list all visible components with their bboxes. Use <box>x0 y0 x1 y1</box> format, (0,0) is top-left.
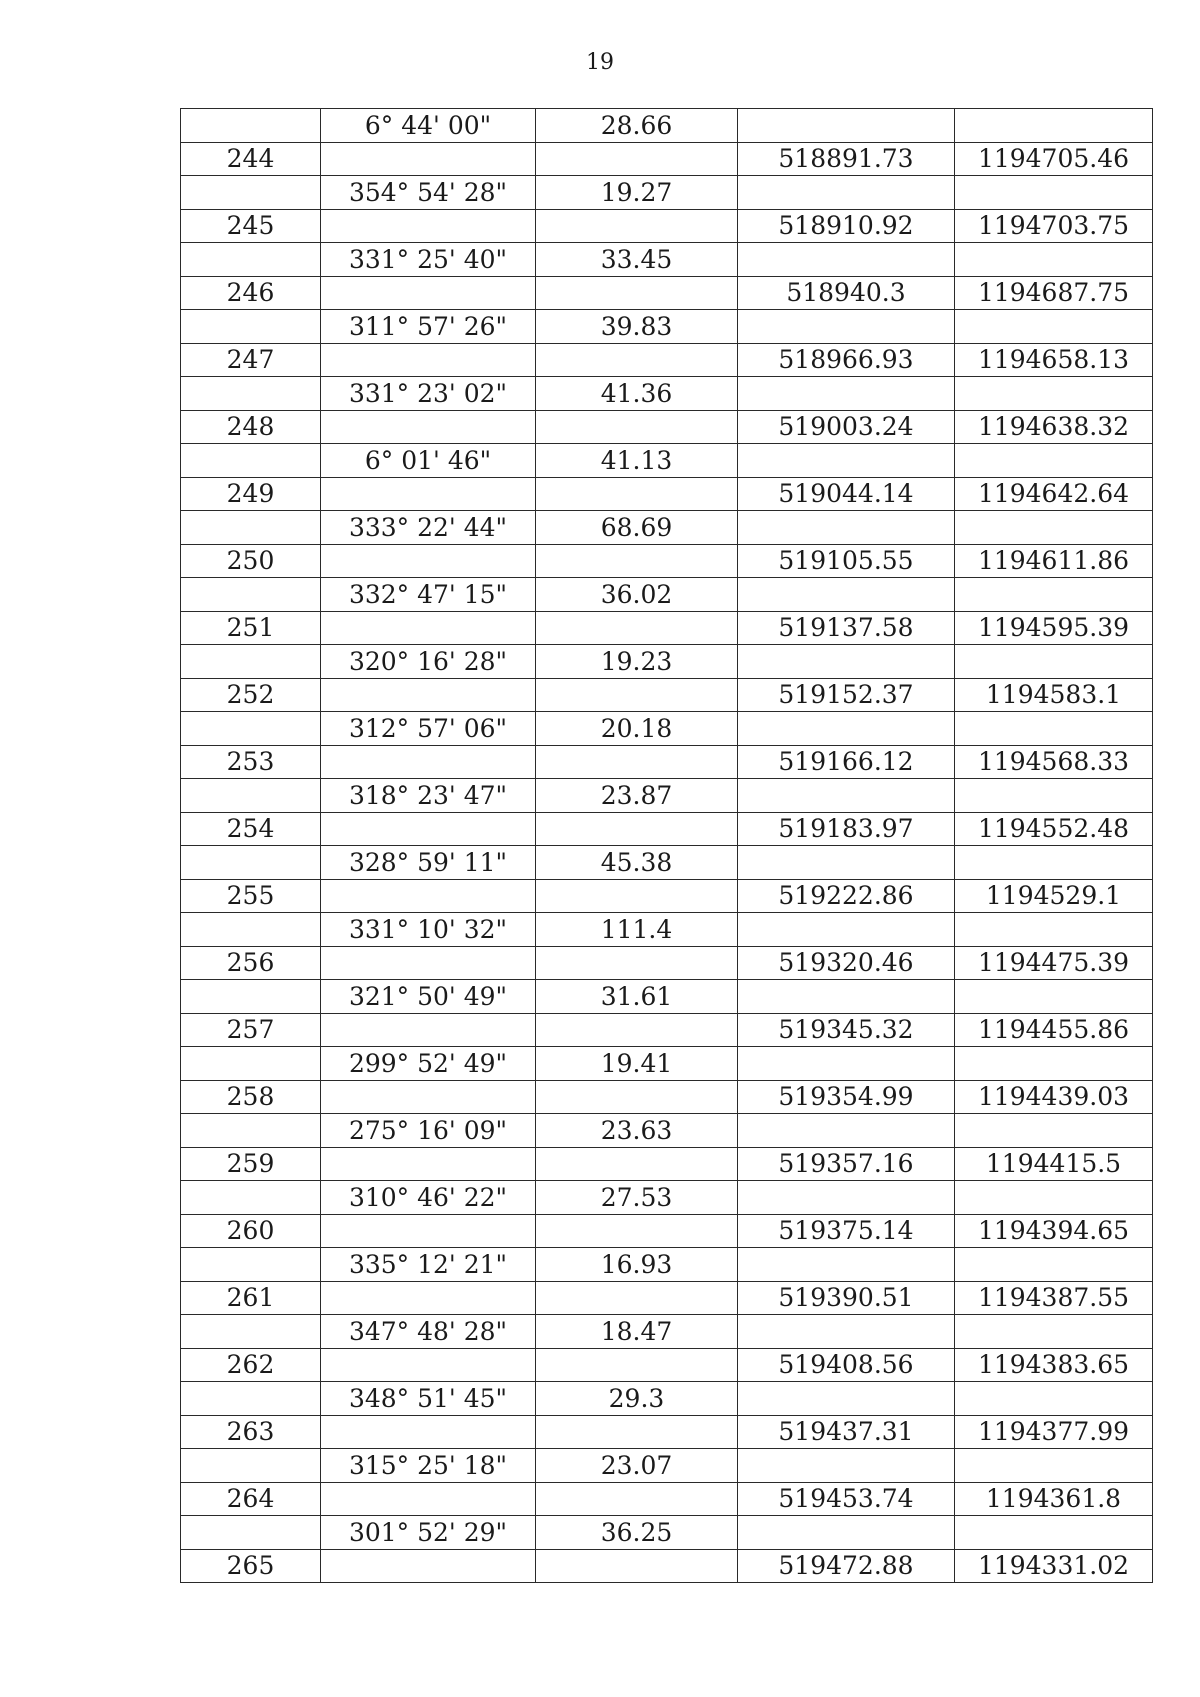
distance-cell <box>536 946 738 980</box>
table-row <box>181 343 1153 377</box>
table-row <box>181 243 1153 277</box>
distance-cell: 20.18 <box>536 712 738 746</box>
northing-cell: 519166.12 <box>738 745 955 779</box>
table-row <box>181 611 1153 645</box>
station-cell <box>181 980 321 1014</box>
station-cell <box>181 712 321 746</box>
station-cell <box>181 444 321 478</box>
distance-cell <box>536 745 738 779</box>
bearing-cell: 311° 57' 26" <box>321 310 536 344</box>
northing-cell: 519437.31 <box>738 1415 955 1449</box>
distance-cell: 23.63 <box>536 1114 738 1148</box>
distance-cell <box>536 343 738 377</box>
northing-cell <box>738 645 955 679</box>
table-row <box>181 1382 1153 1416</box>
distance-cell <box>536 1013 738 1047</box>
station-cell: 257 <box>181 1013 321 1047</box>
northing-cell: 518966.93 <box>738 343 955 377</box>
bearing-cell <box>321 343 536 377</box>
table-row <box>181 209 1153 243</box>
bearing-cell: 348° 51' 45" <box>321 1382 536 1416</box>
northing-cell: 519390.51 <box>738 1281 955 1315</box>
easting-cell: 1194377.99 <box>955 1415 1153 1449</box>
bearing-cell <box>321 812 536 846</box>
northing-cell: 519408.56 <box>738 1348 955 1382</box>
station-cell: 249 <box>181 477 321 511</box>
distance-cell <box>536 1482 738 1516</box>
northing-cell: 519472.88 <box>738 1549 955 1583</box>
station-cell: 251 <box>181 611 321 645</box>
northing-cell: 519375.14 <box>738 1214 955 1248</box>
easting-cell <box>955 1047 1153 1081</box>
table-row <box>181 1181 1153 1215</box>
easting-cell <box>955 1114 1153 1148</box>
northing-cell <box>738 1047 955 1081</box>
distance-cell <box>536 812 738 846</box>
table-row <box>181 1482 1153 1516</box>
easting-cell <box>955 578 1153 612</box>
easting-cell: 1194611.86 <box>955 544 1153 578</box>
easting-cell <box>955 1516 1153 1550</box>
distance-cell: 39.83 <box>536 310 738 344</box>
distance-cell <box>536 142 738 176</box>
table-row <box>181 645 1153 679</box>
northing-cell: 519183.97 <box>738 812 955 846</box>
northing-cell <box>738 1449 955 1483</box>
station-cell: 246 <box>181 276 321 310</box>
distance-cell <box>536 276 738 310</box>
northing-cell <box>738 980 955 1014</box>
distance-cell: 27.53 <box>536 1181 738 1215</box>
northing-cell <box>738 511 955 545</box>
distance-cell <box>536 1080 738 1114</box>
station-cell <box>181 1181 321 1215</box>
northing-cell <box>738 176 955 210</box>
northing-cell: 519345.32 <box>738 1013 955 1047</box>
easting-cell: 1194361.8 <box>955 1482 1153 1516</box>
northing-cell <box>738 846 955 880</box>
table-row <box>181 1214 1153 1248</box>
easting-cell: 1194394.65 <box>955 1214 1153 1248</box>
distance-cell: 23.87 <box>536 779 738 813</box>
distance-cell: 41.13 <box>536 444 738 478</box>
station-cell: 263 <box>181 1415 321 1449</box>
bearing-cell <box>321 209 536 243</box>
northing-cell <box>738 377 955 411</box>
table-row <box>181 1348 1153 1382</box>
table-row <box>181 779 1153 813</box>
easting-cell: 1194568.33 <box>955 745 1153 779</box>
station-cell: 252 <box>181 678 321 712</box>
station-cell: 253 <box>181 745 321 779</box>
distance-cell: 31.61 <box>536 980 738 1014</box>
northing-cell <box>738 1114 955 1148</box>
easting-cell: 1194687.75 <box>955 276 1153 310</box>
station-cell <box>181 1516 321 1550</box>
bearing-cell: 328° 59' 11" <box>321 846 536 880</box>
distance-cell: 29.3 <box>536 1382 738 1416</box>
northing-cell: 519137.58 <box>738 611 955 645</box>
easting-cell: 1194705.46 <box>955 142 1153 176</box>
northing-cell: 519453.74 <box>738 1482 955 1516</box>
distance-cell: 23.07 <box>536 1449 738 1483</box>
easting-cell: 1194455.86 <box>955 1013 1153 1047</box>
easting-cell <box>955 846 1153 880</box>
station-cell: 264 <box>181 1482 321 1516</box>
table-row <box>181 477 1153 511</box>
table-row <box>181 946 1153 980</box>
table-row <box>181 1080 1153 1114</box>
station-cell <box>181 913 321 947</box>
station-cell <box>181 846 321 880</box>
bearing-cell: 333° 22' 44" <box>321 511 536 545</box>
northing-cell: 519003.24 <box>738 410 955 444</box>
bearing-cell <box>321 1482 536 1516</box>
table-row <box>181 1415 1153 1449</box>
bearing-cell <box>321 745 536 779</box>
station-cell: 261 <box>181 1281 321 1315</box>
station-cell <box>181 645 321 679</box>
northing-cell <box>738 1516 955 1550</box>
bearing-cell: 331° 10' 32" <box>321 913 536 947</box>
northing-cell <box>738 1181 955 1215</box>
station-cell <box>181 1248 321 1282</box>
easting-cell <box>955 980 1153 1014</box>
station-cell: 255 <box>181 879 321 913</box>
northing-cell <box>738 109 955 143</box>
northing-cell: 519044.14 <box>738 477 955 511</box>
northing-cell: 519105.55 <box>738 544 955 578</box>
distance-cell: 19.41 <box>536 1047 738 1081</box>
distance-cell <box>536 678 738 712</box>
easting-cell: 1194595.39 <box>955 611 1153 645</box>
easting-cell <box>955 712 1153 746</box>
distance-cell: 19.23 <box>536 645 738 679</box>
easting-cell <box>955 377 1153 411</box>
table-row <box>181 712 1153 746</box>
easting-cell <box>955 176 1153 210</box>
station-cell: 260 <box>181 1214 321 1248</box>
station-cell: 262 <box>181 1348 321 1382</box>
table-row <box>181 846 1153 880</box>
bearing-cell: 301° 52' 29" <box>321 1516 536 1550</box>
station-cell: 248 <box>181 410 321 444</box>
easting-cell <box>955 511 1153 545</box>
bearing-cell: 315° 25' 18" <box>321 1449 536 1483</box>
northing-cell: 519357.16 <box>738 1147 955 1181</box>
northing-cell <box>738 1248 955 1282</box>
northing-cell <box>738 578 955 612</box>
bearing-cell: 332° 47' 15" <box>321 578 536 612</box>
northing-cell <box>738 243 955 277</box>
easting-cell <box>955 779 1153 813</box>
bearing-cell: 331° 23' 02" <box>321 377 536 411</box>
table-row <box>181 444 1153 478</box>
table-row <box>181 980 1153 1014</box>
easting-cell <box>955 1382 1153 1416</box>
station-cell: 265 <box>181 1549 321 1583</box>
easting-cell <box>955 243 1153 277</box>
bearing-cell <box>321 410 536 444</box>
northing-cell <box>738 913 955 947</box>
distance-cell: 16.93 <box>536 1248 738 1282</box>
table-row <box>181 377 1153 411</box>
station-cell: 244 <box>181 142 321 176</box>
northing-cell: 519320.46 <box>738 946 955 980</box>
bearing-cell <box>321 1013 536 1047</box>
bearing-cell <box>321 678 536 712</box>
table-row <box>181 1549 1153 1583</box>
bearing-cell: 321° 50' 49" <box>321 980 536 1014</box>
station-cell <box>181 511 321 545</box>
distance-cell: 41.36 <box>536 377 738 411</box>
bearing-cell: 6° 01' 46" <box>321 444 536 478</box>
station-cell <box>181 310 321 344</box>
distance-cell: 18.47 <box>536 1315 738 1349</box>
bearing-cell: 320° 16' 28" <box>321 645 536 679</box>
northing-cell: 518940.3 <box>738 276 955 310</box>
easting-cell: 1194642.64 <box>955 477 1153 511</box>
bearing-cell <box>321 544 536 578</box>
easting-cell <box>955 1248 1153 1282</box>
easting-cell <box>955 1181 1153 1215</box>
bearing-cell: 310° 46' 22" <box>321 1181 536 1215</box>
station-cell: 254 <box>181 812 321 846</box>
table-row <box>181 1147 1153 1181</box>
bearing-cell: 312° 57' 06" <box>321 712 536 746</box>
station-cell: 247 <box>181 343 321 377</box>
northing-cell: 519222.86 <box>738 879 955 913</box>
easting-cell: 1194552.48 <box>955 812 1153 846</box>
distance-cell <box>536 209 738 243</box>
bearing-cell <box>321 946 536 980</box>
distance-cell: 45.38 <box>536 846 738 880</box>
distance-cell <box>536 1214 738 1248</box>
table-row <box>181 276 1153 310</box>
station-cell: 250 <box>181 544 321 578</box>
distance-cell <box>536 1147 738 1181</box>
distance-cell <box>536 1281 738 1315</box>
station-cell: 258 <box>181 1080 321 1114</box>
table-row <box>181 410 1153 444</box>
easting-cell <box>955 645 1153 679</box>
distance-cell <box>536 410 738 444</box>
bearing-cell <box>321 1080 536 1114</box>
easting-cell: 1194658.13 <box>955 343 1153 377</box>
station-cell <box>181 109 321 143</box>
distance-cell: 33.45 <box>536 243 738 277</box>
station-cell: 259 <box>181 1147 321 1181</box>
bearing-cell: 6° 44' 00" <box>321 109 536 143</box>
bearing-cell: 354° 54' 28" <box>321 176 536 210</box>
easting-cell: 1194387.55 <box>955 1281 1153 1315</box>
easting-cell: 1194383.65 <box>955 1348 1153 1382</box>
table-row <box>181 1315 1153 1349</box>
distance-cell: 111.4 <box>536 913 738 947</box>
easting-cell: 1194475.39 <box>955 946 1153 980</box>
table-row <box>181 913 1153 947</box>
bearing-cell <box>321 477 536 511</box>
table-row <box>181 1516 1153 1550</box>
easting-cell: 1194638.32 <box>955 410 1153 444</box>
distance-cell <box>536 544 738 578</box>
bearing-cell <box>321 1214 536 1248</box>
distance-cell: 68.69 <box>536 511 738 545</box>
table-row <box>181 578 1153 612</box>
distance-cell <box>536 611 738 645</box>
northing-cell <box>738 779 955 813</box>
station-cell <box>181 578 321 612</box>
distance-cell <box>536 1348 738 1382</box>
table-row <box>181 745 1153 779</box>
bearing-cell <box>321 1549 536 1583</box>
table-row <box>181 176 1153 210</box>
station-cell <box>181 377 321 411</box>
northing-cell <box>738 310 955 344</box>
station-cell <box>181 1315 321 1349</box>
bearing-cell <box>321 1147 536 1181</box>
bearing-cell <box>321 879 536 913</box>
table-row <box>181 1248 1153 1282</box>
distance-cell: 19.27 <box>536 176 738 210</box>
station-cell <box>181 1114 321 1148</box>
easting-cell: 1194583.1 <box>955 678 1153 712</box>
table-row <box>181 678 1153 712</box>
northing-cell: 518910.92 <box>738 209 955 243</box>
table-row <box>181 812 1153 846</box>
table-row <box>181 1047 1153 1081</box>
easting-cell <box>955 444 1153 478</box>
page-number: 19 <box>586 50 614 75</box>
table-row <box>181 544 1153 578</box>
easting-cell: 1194703.75 <box>955 209 1153 243</box>
bearing-cell: 275° 16' 09" <box>321 1114 536 1148</box>
bearing-cell <box>321 611 536 645</box>
table-row <box>181 142 1153 176</box>
distance-cell <box>536 1415 738 1449</box>
table-row <box>181 1281 1153 1315</box>
northing-cell <box>738 1315 955 1349</box>
northing-cell: 519152.37 <box>738 678 955 712</box>
northing-cell: 518891.73 <box>738 142 955 176</box>
distance-cell: 36.02 <box>536 578 738 612</box>
northing-cell <box>738 1382 955 1416</box>
bearing-cell: 335° 12' 21" <box>321 1248 536 1282</box>
easting-cell <box>955 310 1153 344</box>
easting-cell <box>955 1449 1153 1483</box>
easting-cell: 1194439.03 <box>955 1080 1153 1114</box>
table-row <box>181 511 1153 545</box>
distance-cell <box>536 1549 738 1583</box>
bearing-cell <box>321 1415 536 1449</box>
station-cell: 256 <box>181 946 321 980</box>
table-row <box>181 1449 1153 1483</box>
easting-cell <box>955 913 1153 947</box>
easting-cell <box>955 109 1153 143</box>
bearing-cell <box>321 142 536 176</box>
survey-coordinates-table <box>180 108 1153 1583</box>
easting-cell <box>955 1315 1153 1349</box>
table-row <box>181 1013 1153 1047</box>
bearing-cell: 347° 48' 28" <box>321 1315 536 1349</box>
easting-cell: 1194415.5 <box>955 1147 1153 1181</box>
distance-cell: 36.25 <box>536 1516 738 1550</box>
distance-cell <box>536 477 738 511</box>
table-row <box>181 109 1153 143</box>
table-row <box>181 310 1153 344</box>
northing-cell: 519354.99 <box>738 1080 955 1114</box>
station-cell <box>181 1382 321 1416</box>
table-row <box>181 1114 1153 1148</box>
station-cell <box>181 176 321 210</box>
bearing-cell <box>321 276 536 310</box>
station-cell <box>181 1047 321 1081</box>
table-row <box>181 879 1153 913</box>
station-cell <box>181 1449 321 1483</box>
station-cell <box>181 243 321 277</box>
northing-cell <box>738 712 955 746</box>
bearing-cell: 299° 52' 49" <box>321 1047 536 1081</box>
bearing-cell: 318° 23' 47" <box>321 779 536 813</box>
distance-cell <box>536 879 738 913</box>
station-cell: 245 <box>181 209 321 243</box>
easting-cell: 1194331.02 <box>955 1549 1153 1583</box>
bearing-cell <box>321 1348 536 1382</box>
northing-cell <box>738 444 955 478</box>
bearing-cell <box>321 1281 536 1315</box>
distance-cell: 28.66 <box>536 109 738 143</box>
station-cell <box>181 779 321 813</box>
easting-cell: 1194529.1 <box>955 879 1153 913</box>
table-body <box>181 109 1153 1583</box>
bearing-cell: 331° 25' 40" <box>321 243 536 277</box>
